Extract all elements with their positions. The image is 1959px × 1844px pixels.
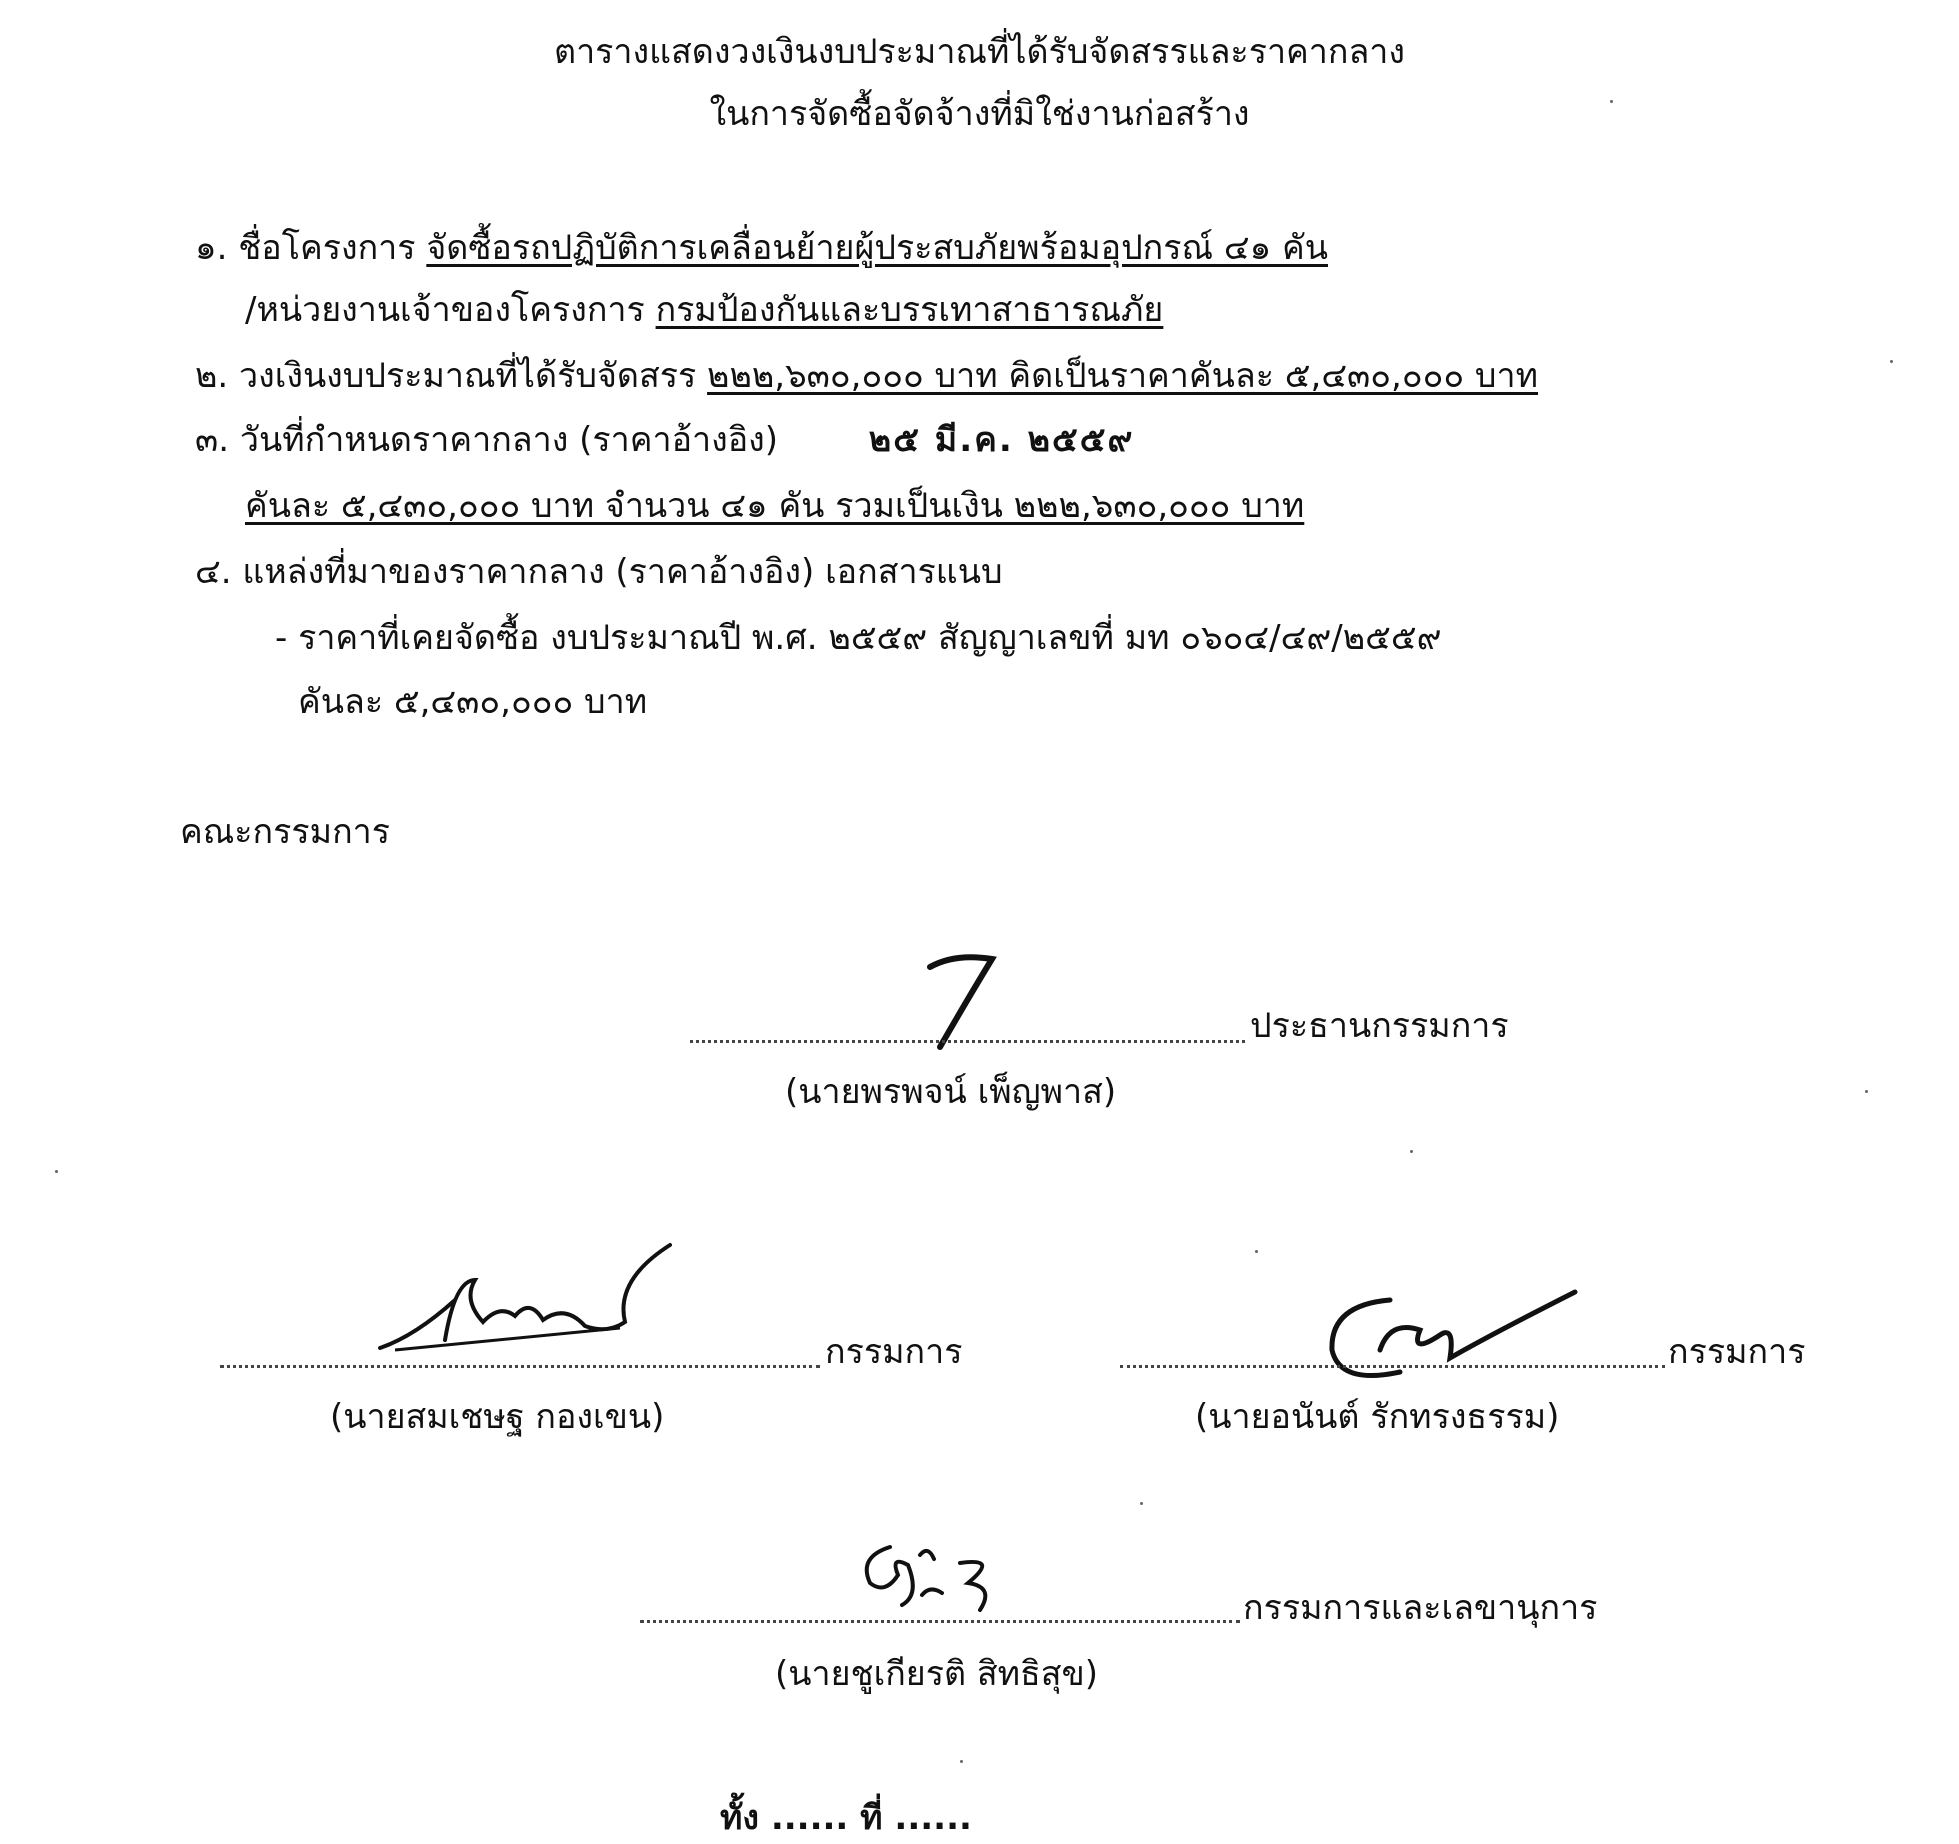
member-1-role: กรรมการ bbox=[825, 1332, 963, 1372]
item-3 bbox=[195, 418, 1134, 462]
scan-speck bbox=[1865, 1090, 1868, 1093]
project-name: จัดซื้อรถปฏิบัติการเคลื่อนย้ายผู้ประสบภัยพร้อมอุปกรณ์ ๔๑ คัน bbox=[426, 228, 1328, 268]
secretary-signature bbox=[850, 1535, 1020, 1625]
item-1-label: ๑. ชื่อโครงการ bbox=[195, 228, 416, 268]
member-2-signature bbox=[1320, 1280, 1580, 1390]
secretary-name: (นายชูเกียรติ สิทธิสุข) bbox=[775, 1654, 1099, 1694]
chair-role: ประธานกรรมการ bbox=[1250, 1006, 1509, 1046]
member-2-signature-line bbox=[1120, 1365, 1665, 1368]
member-2-role: กรรมการ bbox=[1668, 1332, 1806, 1372]
item-2 bbox=[195, 354, 1538, 398]
secretary-role: กรรมการและเลขานุการ bbox=[1243, 1588, 1598, 1628]
title-line-2: ในการจัดซื้อจัดจ้างที่มิใช่งานก่อสร้าง bbox=[709, 94, 1250, 134]
item-4-sub-1: - ราคาที่เคยจัดซื้อ งบประมาณปี พ.ศ. ๒๕๕๙ สัญญาเลขที่ มท ๐๖๐๔/๔๙/๒๕๕๙ bbox=[275, 618, 1442, 658]
member-1-signature-line bbox=[220, 1365, 820, 1368]
item-1b bbox=[245, 288, 1163, 332]
item-3b bbox=[245, 484, 1304, 528]
item-4-sub-2: คันละ ๕,๔๓๐,๐๐๐ บาท bbox=[298, 682, 648, 722]
scan-speck bbox=[1140, 1502, 1143, 1505]
item-3-label: ๓. วันที่กำหนดราคากลาง (ราคาอ้างอิง) bbox=[195, 420, 778, 460]
scan-speck bbox=[1255, 1250, 1258, 1253]
chair-signature bbox=[900, 945, 1010, 1055]
item-1 bbox=[195, 226, 1328, 270]
agency-name: กรมป้องกันและบรรเทาสาธารณภัย bbox=[655, 290, 1164, 330]
item-4: ๔. แหล่งที่มาของราคากลาง (ราคาอ้างอิง) เอกสารแนบ bbox=[195, 552, 1003, 592]
member-1-signature bbox=[375, 1240, 675, 1360]
date-stamp: ๒๕ มี.ค. ๒๕๕๙ bbox=[868, 420, 1135, 460]
scan-speck bbox=[1610, 100, 1613, 103]
scan-speck bbox=[1410, 1150, 1413, 1153]
committee-heading: คณะกรรมการ bbox=[180, 812, 391, 852]
scan-speck bbox=[55, 1170, 58, 1173]
chair-name: (นายพรพจน์ เพ็ญพาส) bbox=[785, 1072, 1117, 1112]
agency-label: /หน่วยงานเจ้าของโครงการ bbox=[245, 290, 645, 330]
footer-cutoff-text: ทั้ง ...... ที่ ...... bbox=[720, 1798, 972, 1838]
scan-speck bbox=[1890, 360, 1893, 363]
secretary-signature-line bbox=[640, 1620, 1240, 1623]
item-2-label: ๒. วงเงินงบประมาณที่ได้รับจัดสรร bbox=[195, 356, 697, 396]
title-line-1: ตารางแสดงวงเงินงบประมาณที่ได้รับจัดสรรและราคากลาง bbox=[554, 32, 1405, 72]
budget-value: ๒๒๒,๖๓๐,๐๐๐ บาท คิดเป็นราคาคันละ ๕,๔๓๐,๐๐๐ บาท bbox=[707, 356, 1539, 396]
chair-signature-line bbox=[690, 1040, 1245, 1043]
reference-price-value: คันละ ๕,๔๓๐,๐๐๐ บาท จำนวน ๔๑ คัน รวมเป็นเงิน ๒๒๒,๖๓๐,๐๐๐ บาท bbox=[245, 486, 1305, 526]
scan-speck bbox=[960, 1760, 963, 1763]
member-1-name: (นายสมเชษฐ กองเขน) bbox=[330, 1397, 665, 1437]
member-2-name: (นายอนันต์ รักทรงธรรม) bbox=[1195, 1397, 1560, 1437]
